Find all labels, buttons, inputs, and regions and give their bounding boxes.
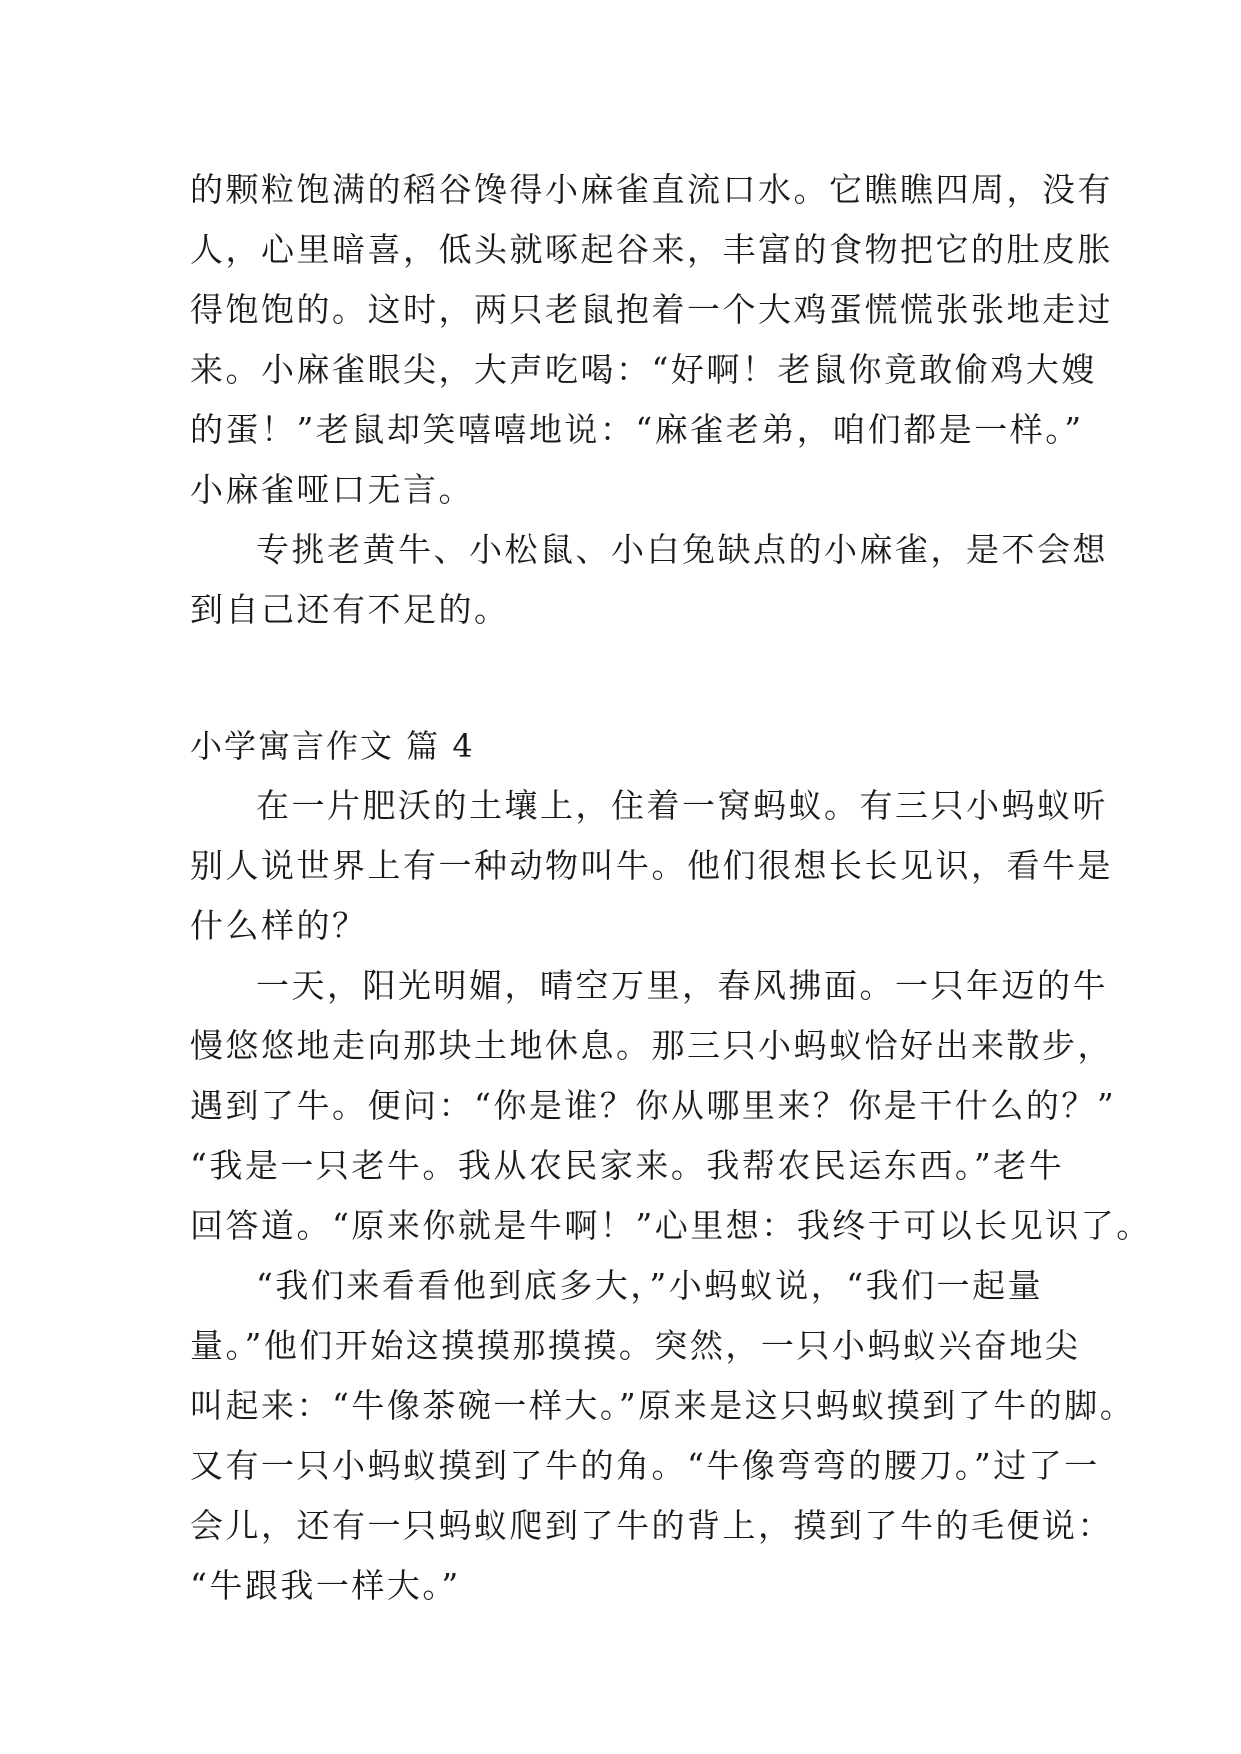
text-line: 别人说世界上有一种动物叫牛。他们很想长长见识，看牛是	[190, 846, 1113, 885]
text-line: 又有一只小蚂蚁摸到了牛的角。“牛像弯弯的腰刀。”过了一	[190, 1446, 1100, 1485]
section-heading: 小学寓言作文 篇 4	[190, 727, 475, 765]
paragraph	[190, 520, 1108, 640]
text-line: 回答道。“原来你就是牛啊！”心里想：我终于可以长见识了。	[190, 1206, 1152, 1245]
paragraph	[190, 1256, 1136, 1616]
document-page	[190, 160, 1152, 1616]
section-spacer	[190, 640, 1050, 716]
text-line: 在一片肥沃的土壤上，住着一窝蚂蚁。有三只小蚂蚁听	[256, 786, 1108, 825]
text-line: 专挑老黄牛、小松鼠、小白兔缺点的小麻雀，是不会想	[256, 530, 1108, 569]
paragraph	[190, 776, 1113, 956]
text-line: “我是一只老牛。我从农民家来。我帮农民运东西。”老牛	[190, 1146, 1065, 1185]
text-line: 叫起来：“牛像茶碗一样大。”原来是这只蚂蚁摸到了牛的脚。	[190, 1386, 1136, 1425]
text-line: 量。”他们开始这摸摸那摸摸。突然，一只小蚂蚁兴奋地尖	[190, 1326, 1081, 1365]
text-line: 慢悠悠地走向那块土地休息。那三只小蚂蚁恰好出来散步，	[190, 1026, 1113, 1065]
paragraph	[190, 956, 1152, 1256]
story-continuation	[190, 160, 1113, 640]
text-line: 来。小麻雀眼尖，大声吃喝：“好啊！老鼠你竟敢偷鸡大嫂	[190, 350, 1097, 389]
text-line: 到自己还有不足的。	[190, 590, 510, 629]
story-section-4	[190, 716, 1152, 1616]
text-line: 人，心里暗喜，低头就啄起谷来，丰富的食物把它的肚皮胀	[190, 230, 1113, 269]
text-line: 一天，阳光明媚，晴空万里，春风拂面。一只年迈的牛	[256, 966, 1108, 1005]
text-line: 会儿，还有一只蚂蚁爬到了牛的背上，摸到了牛的毛便说：	[190, 1506, 1113, 1545]
text-line: 遇到了牛。便问：“你是谁？你从哪里来？你是干什么的？”	[190, 1086, 1117, 1125]
text-line: 的蛋！”老鼠却笑嘻嘻地说：“麻雀老弟，咱们都是一样。”	[190, 410, 1084, 449]
text-line: “牛跟我一样大。”	[190, 1566, 461, 1605]
text-line: “我们来看看他到底多大，”小蚂蚁说，“我们一起量	[256, 1266, 1044, 1305]
text-line: 什么样的？	[190, 906, 368, 945]
text-line: 的颗粒饱满的稻谷馋得小麻雀直流口水。它瞧瞧四周，没有	[190, 170, 1113, 209]
paragraph	[190, 160, 1113, 520]
text-line: 小麻雀哑口无言。	[190, 470, 474, 509]
text-line: 得饱饱的。这时，两只老鼠抱着一个大鸡蛋慌慌张张地走过	[190, 290, 1113, 329]
